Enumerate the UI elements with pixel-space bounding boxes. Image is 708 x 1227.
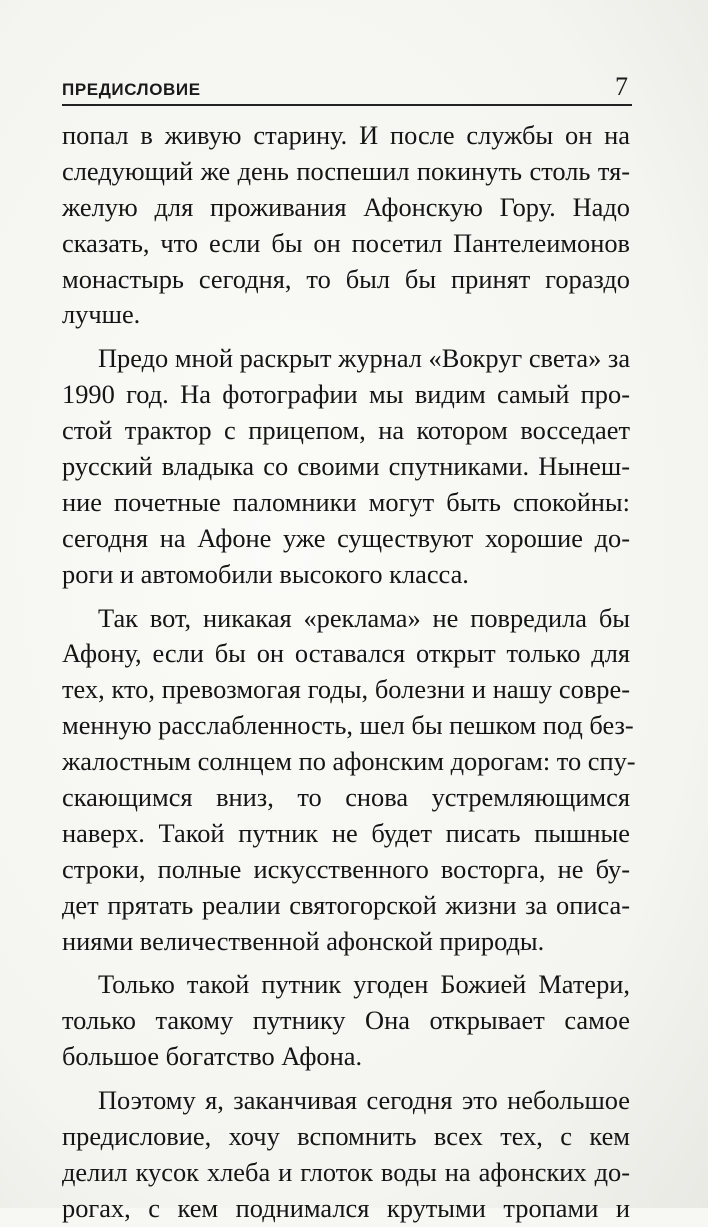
paragraph-3 [62, 601, 636, 960]
text-line: монастырь сегодня, то был бы принят гораздо [62, 263, 630, 294]
page-body [62, 118, 636, 1227]
text-line: скающимся вниз, то снова устремляющимся [62, 782, 630, 813]
running-header [62, 72, 632, 106]
chapter-title: ПРЕДИСЛОВИЕ [62, 80, 201, 99]
text-line: рогах, с кем поднимался крутыми тропами и [62, 1192, 630, 1223]
text-line: желую для проживания Афонскую Гору. Надо [62, 191, 630, 222]
text-line: Афону, если бы он оставался открыт только для [62, 638, 630, 669]
text-line: роги и автомобили высокого класса. [62, 558, 469, 589]
text-line: сказать, что если бы он посетил Пантелеимонов [62, 227, 630, 258]
text-line: Только такой путник угоден Божией Матери, [98, 969, 630, 1000]
text-line: 1990 год. На фотографии мы видим самый про- [62, 379, 630, 410]
page-number: 7 [615, 72, 628, 101]
text-line: попал в живую старину. И после службы он на [62, 120, 630, 150]
text-line: тех, кто, превозмогая годы, болезни и нашу совре- [62, 674, 630, 705]
paragraph-2 [62, 341, 630, 592]
text-line: следующий же день поспешил покинуть столь тя- [62, 155, 630, 186]
text-line: дет прятать реалии святогорской жизни за описа- [62, 889, 630, 920]
paragraph-4 [62, 967, 630, 1075]
text-line: сегодня на Афоне уже существуют хорошие до- [62, 522, 630, 553]
text-line: ние почетные паломники могут быть спокойны: [62, 486, 630, 517]
paragraph-1 [62, 118, 630, 333]
text-line: ниями величественной афонской природы. [62, 925, 545, 956]
text-line: делил кусок хлеба и глоток воды на афонских до- [62, 1156, 630, 1187]
text-line: только такому путнику Она открывает самое [62, 1005, 630, 1036]
text-line: менную расслабленность, шел бы пешком под без- [62, 710, 634, 741]
text-line: лучше. [62, 299, 141, 330]
text-line: Поэтому я, заканчивая сегодня это небольшое [98, 1085, 630, 1116]
text-line: наверх. Такой путник не будет писать пышные [62, 817, 630, 848]
paragraph-5 [62, 1083, 630, 1227]
text-line: большое богатство Афона. [62, 1041, 363, 1072]
text-line: Предо мной раскрыт журнал «Вокруг света» за [98, 343, 631, 374]
text-line: предисловие, хочу вспомнить всех тех, с кем [62, 1121, 630, 1152]
text-line: строки, полные искусственного восторга, не бу- [62, 853, 630, 884]
text-line: стой трактор с прицепом, на котором восседает [62, 415, 630, 446]
text-line: русский владыка со своими спутниками. Нынеш- [62, 451, 630, 482]
text-line: Так вот, никакая «реклама» не повредила бы [98, 602, 630, 633]
text-line: жалостным солнцем по афонским дорогам: то спу- [62, 746, 636, 777]
